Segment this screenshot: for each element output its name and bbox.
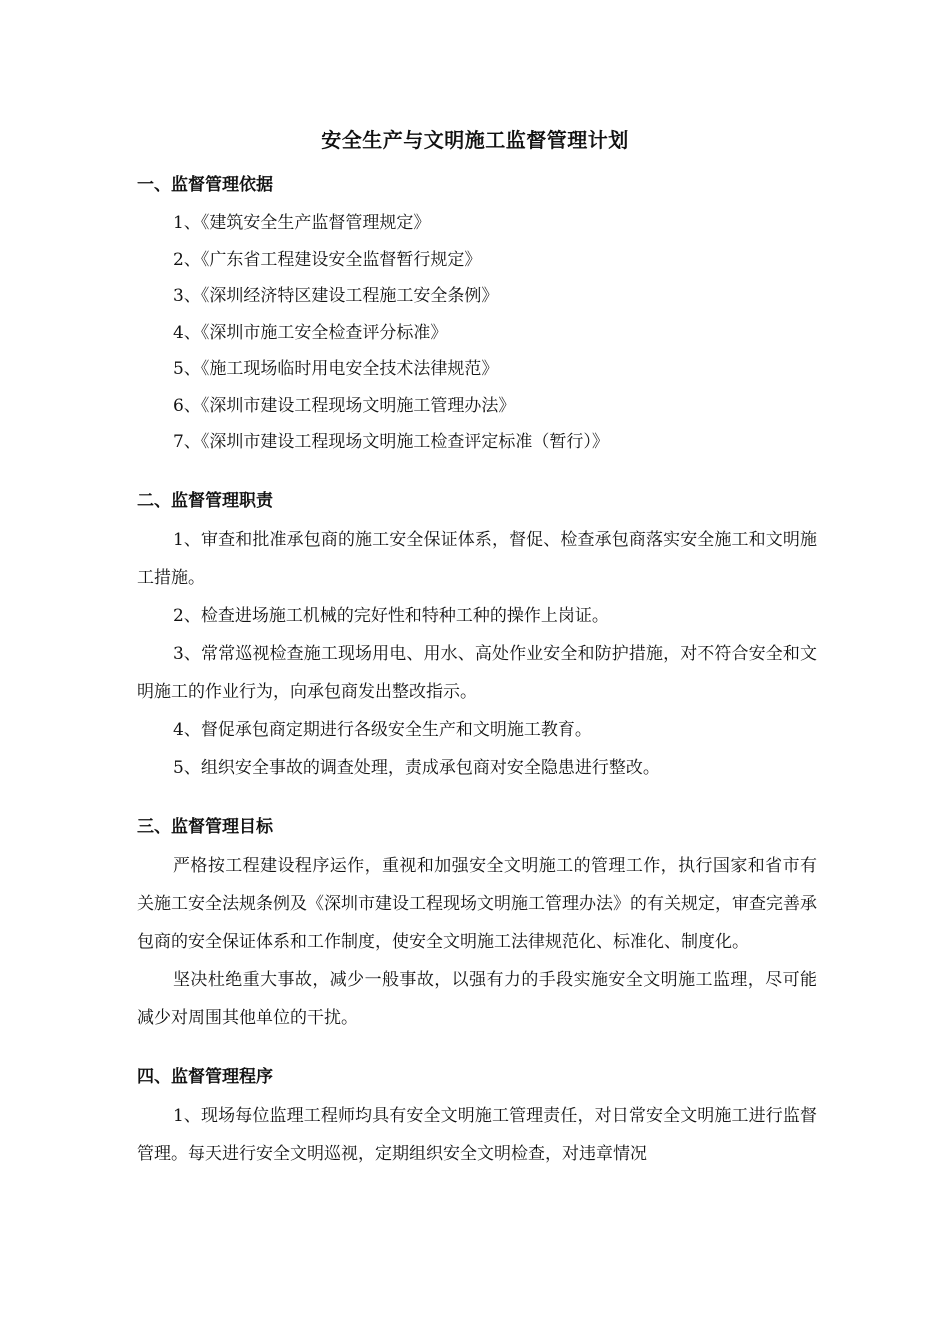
section-basis — [137, 171, 817, 461]
paragraph: 1、现场每位监理工程师均具有安全文明施工管理责任，对日常安全文明施工进行监督管理。每天进行安全文明巡视，定期组织安全文明检查，对违章情况 — [137, 1105, 817, 1164]
paragraph: 1、审查和批准承包商的施工安全保证体系，督促、检查承包商落实安全施工和文明施工措施。 — [137, 529, 817, 588]
list-item: 1、《建筑安全生产监督管理规定》 — [173, 213, 431, 233]
paragraph: 2、检查进场施工机械的完好性和特种工种的操作上岗证。 — [173, 605, 609, 626]
list-item: 3、《深圳经济特区建设工程施工安全条例》 — [173, 286, 499, 306]
list-item: 4、《深圳市施工安全检查评分标准》 — [173, 322, 448, 343]
list-item: 7、《深圳市建设工程现场文明施工检查评定标准（暂行）》 — [173, 432, 609, 452]
section-heading: 三、监督管理目标 — [137, 816, 273, 837]
paragraph: 3、常常巡视检查施工现场用电、用水、高处作业安全和防护措施，对不符合安全和文明施工的作业行为，向承包商发出整改指示。 — [137, 643, 817, 702]
section-heading: 二、监督管理职责 — [137, 490, 273, 511]
section-heading: 一、监督管理依据 — [137, 175, 273, 195]
section-goals — [137, 813, 817, 1037]
paragraph: 坚决杜绝重大事故，减少一般事故，以强有力的手段实施安全文明施工监理，尽可能减少对周围其他单位的干扰。 — [137, 969, 817, 1028]
list-item: 2、《广东省工程建设安全监督暂行规定》 — [173, 249, 482, 270]
document-body — [137, 171, 817, 1173]
paragraph: 4、督促承包商定期进行各级安全生产和文明施工教育。 — [173, 719, 592, 740]
document-title: 安全生产与文明施工监督管理计划 — [321, 128, 629, 152]
paragraph: 严格按工程建设程序运作，重视和加强安全文明施工的管理工作，执行国家和省市有关施工安全法规条例及《深圳市建设工程现场文明施工管理办法》的有关规定，审查完善承包商的安全保证体系和工作制度，使安全文明施工法律规范化、标准化、制度化。 — [137, 855, 817, 952]
list-item: 5、《施工现场临时用电安全技术法律规范》 — [173, 359, 499, 379]
section-procedures — [137, 1063, 817, 1173]
section-duties — [137, 487, 817, 787]
section-heading: 四、监督管理程序 — [137, 1066, 273, 1087]
list-item: 6、《深圳市建设工程现场文明施工管理办法》 — [173, 395, 516, 416]
paragraph: 5、组织安全事故的调查处理，责成承包商对安全隐患进行整改。 — [173, 757, 660, 778]
